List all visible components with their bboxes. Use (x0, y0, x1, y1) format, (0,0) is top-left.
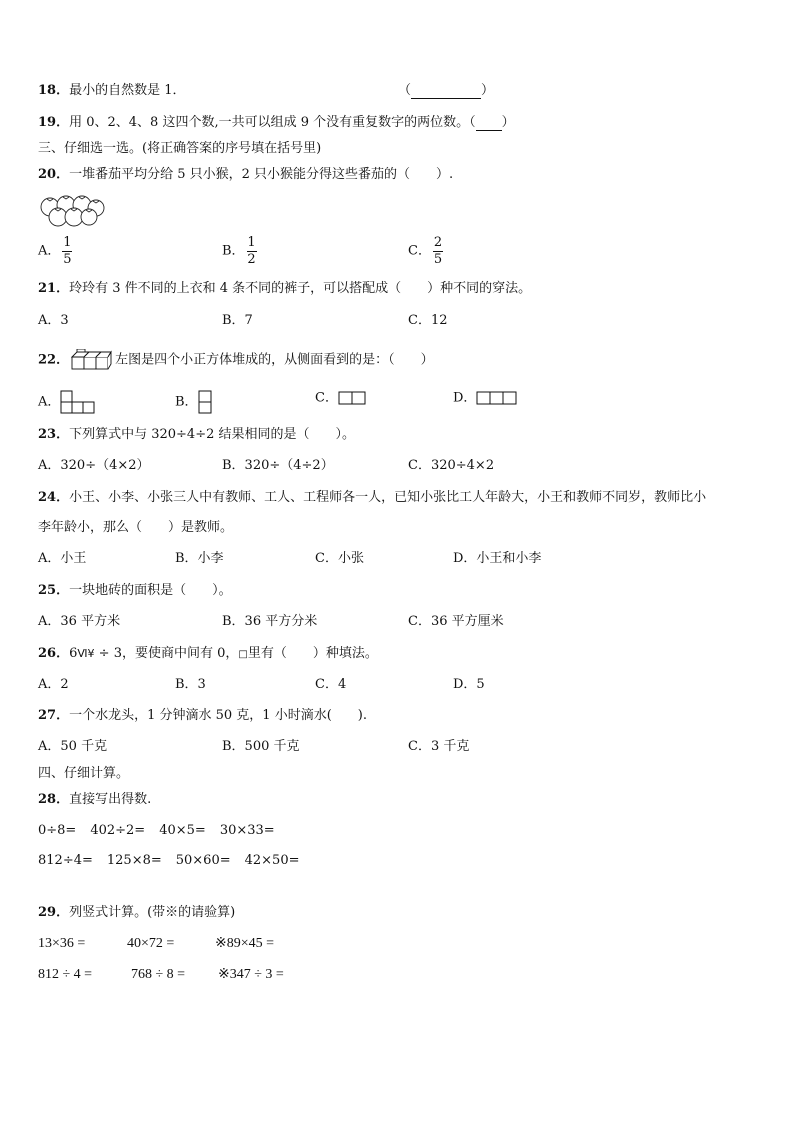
math-item[interactable]: 30×33= (219, 823, 275, 838)
q18-answer-blank[interactable] (411, 86, 481, 99)
section-3-heading: 三、仔细选一选。(将正确答案的序号填在括号里) (38, 141, 322, 156)
q26-garbled-glyph: Ⅵ¥ (77, 647, 95, 660)
q23-number: 23． (38, 427, 70, 442)
math-item[interactable]: ※89×45 = (215, 936, 275, 951)
option-label: A． (38, 394, 61, 410)
q29-row-1 (38, 936, 274, 952)
view-shape-c-icon (338, 390, 368, 406)
q28-row-1 (38, 823, 289, 839)
section-4-heading: 四、仔细计算。 (38, 766, 130, 781)
q24-option-a[interactable]: A．小王 (38, 551, 87, 566)
q21-option-c[interactable]: C．12 (408, 313, 448, 328)
q18-number: 18． (38, 83, 70, 98)
q26-text-pre: 6 (69, 646, 78, 661)
q23-text: 下列算式中与 320÷4÷2 结果相同的是（ ）。 (69, 427, 355, 442)
question-24-line1 (38, 490, 706, 506)
question-26 (38, 646, 378, 663)
question-21 (38, 281, 531, 297)
q22-option-b[interactable] (175, 390, 214, 414)
fraction (247, 235, 257, 268)
q25-number: 25． (38, 583, 70, 598)
denominator: 5 (63, 252, 72, 267)
question-28 (38, 792, 151, 808)
option-label: D． (453, 390, 477, 406)
q23-option-c[interactable]: C．320÷4×2 (408, 458, 495, 473)
q29-row-2 (38, 967, 284, 983)
q21-text: 玲玲有 3 件不同的上衣和 4 条不同的裤子，可以搭配成（ ）种不同的穿法。 (69, 281, 532, 296)
q20-option-a[interactable] (38, 235, 72, 268)
math-item[interactable]: 40×72 = (127, 936, 175, 951)
denominator: 2 (247, 252, 256, 267)
option-label: B． (175, 394, 198, 410)
question-20 (38, 167, 453, 183)
q24-option-b[interactable]: B．小李 (175, 551, 224, 566)
q28-number: 28． (38, 792, 70, 807)
numerator: 1 (63, 235, 72, 250)
q25-option-c[interactable]: C．36 平方厘米 (408, 614, 504, 629)
q25-option-a[interactable]: A．36 平方米 (38, 614, 121, 629)
q23-option-b[interactable]: B．320÷（4÷2） (222, 458, 334, 473)
question-19 (38, 115, 515, 131)
q26-number: 26． (38, 646, 70, 661)
denominator: 5 (433, 252, 443, 267)
paren-left: （ (398, 83, 412, 98)
math-item[interactable]: 768 ÷ 8 = (131, 967, 186, 982)
paren-left: （ (469, 115, 476, 130)
q20-text: 一堆番茄平均分给 5 只小猴，2 只小猴能分得这些番茄的（ ）. (69, 167, 454, 182)
math-item[interactable]: 402÷2= (90, 823, 146, 838)
q19-number: 19． (38, 115, 70, 130)
math-item[interactable]: 13×36 = (38, 936, 86, 951)
q24-number: 24． (38, 490, 70, 505)
q26-option-a[interactable]: A．2 (38, 677, 69, 692)
q26-option-c[interactable]: C．4 (315, 677, 347, 692)
q24-text-1: 小王、小李、小张三人中有教师、工人、工程师各一人，已知小张比工人年龄大，小王和教师不同岁，教师比小 (69, 490, 707, 505)
numerator: 2 (433, 235, 443, 250)
question-27 (38, 708, 367, 724)
q28-row-2 (38, 853, 314, 869)
fraction (433, 235, 443, 268)
q24-option-c[interactable]: C．小张 (315, 551, 364, 566)
q27-option-b[interactable]: B．500 千克 (222, 739, 300, 754)
q24-option-d[interactable]: D．小王和小李 (453, 551, 542, 566)
paren-right: ） (481, 83, 495, 98)
math-item[interactable]: 40×5= (159, 823, 206, 838)
q27-number: 27． (38, 708, 70, 723)
math-item[interactable]: 812÷4= (38, 853, 93, 868)
math-item[interactable]: 125×8= (106, 853, 162, 868)
paren-right: ） (501, 115, 515, 130)
tomatoes-image (36, 192, 106, 228)
math-item[interactable]: 812 ÷ 4 = (38, 967, 93, 982)
q21-option-b[interactable]: B．7 (222, 313, 253, 328)
math-item[interactable]: 50×60= (175, 853, 231, 868)
q20-option-b[interactable] (222, 235, 257, 268)
question-25 (38, 583, 232, 599)
q29-number: 29． (38, 905, 70, 920)
question-22 (38, 349, 434, 371)
q22-text: 左图是四个小正方体堆成的，从侧面看到的是：（ ） (115, 352, 434, 368)
q22-option-a[interactable] (38, 390, 98, 414)
option-label: A． (38, 243, 61, 259)
q28-text: 直接写出得数. (69, 792, 152, 807)
q22-option-d[interactable] (453, 390, 518, 407)
q19-text: 用 0、2、4、8 这四个数,一共可以组成 9 个没有重复数字的两位数。 (69, 115, 470, 130)
q27-option-a[interactable]: A．50 千克 (38, 739, 108, 754)
q23-option-a[interactable]: A．320÷（4×2） (38, 458, 150, 473)
view-shape-b-icon (198, 390, 214, 414)
q25-option-b[interactable]: B．36 平方分米 (222, 614, 318, 629)
q27-option-c[interactable]: C．3 千克 (408, 739, 470, 754)
math-item[interactable]: 0÷8= (38, 823, 77, 838)
q26-text-post: 里有（ ）种填法。 (247, 646, 378, 661)
q20-option-c[interactable] (408, 235, 443, 268)
fraction (62, 235, 72, 268)
q18-answer-paren (398, 83, 494, 99)
q21-number: 21． (38, 281, 70, 296)
question-18 (38, 83, 186, 99)
math-item[interactable]: 42×50= (244, 853, 300, 868)
q26-text-mid: ÷ 3，要使商中间有 0， (94, 646, 239, 661)
q20-number: 20． (38, 167, 70, 182)
question-29 (38, 905, 235, 921)
option-label: C． (315, 390, 338, 406)
view-shape-d-icon (476, 390, 518, 406)
option-label: B． (222, 243, 245, 259)
q29-text: 列竖式计算。(带※的请验算) (69, 905, 236, 920)
q21-option-a[interactable]: A．3 (38, 313, 69, 328)
numerator: 1 (247, 235, 256, 250)
q26-option-d[interactable]: D．5 (453, 677, 485, 692)
option-label: C． (408, 243, 431, 259)
q26-box-glyph: □ (238, 649, 248, 660)
view-shape-a-icon (60, 390, 98, 414)
q27-text: 一个水龙头，1 分钟滴水 50 克，1 小时滴水( ). (69, 708, 367, 723)
math-item[interactable]: ※347 ÷ 3 = (218, 967, 284, 982)
q19-answer-blank[interactable] (476, 118, 502, 131)
q24-text-2: 李年龄小，那么（ ）是教师。 (38, 520, 234, 535)
q22-option-c[interactable] (315, 390, 368, 407)
q26-option-b[interactable]: B．3 (175, 677, 206, 692)
q25-text: 一块地砖的面积是（ ）。 (69, 583, 232, 598)
question-23 (38, 427, 355, 443)
cube-stack-icon (71, 349, 113, 371)
q22-number: 22． (38, 352, 70, 368)
q18-text: 最小的自然数是 1． (69, 83, 186, 98)
tomato-icon (81, 209, 97, 225)
